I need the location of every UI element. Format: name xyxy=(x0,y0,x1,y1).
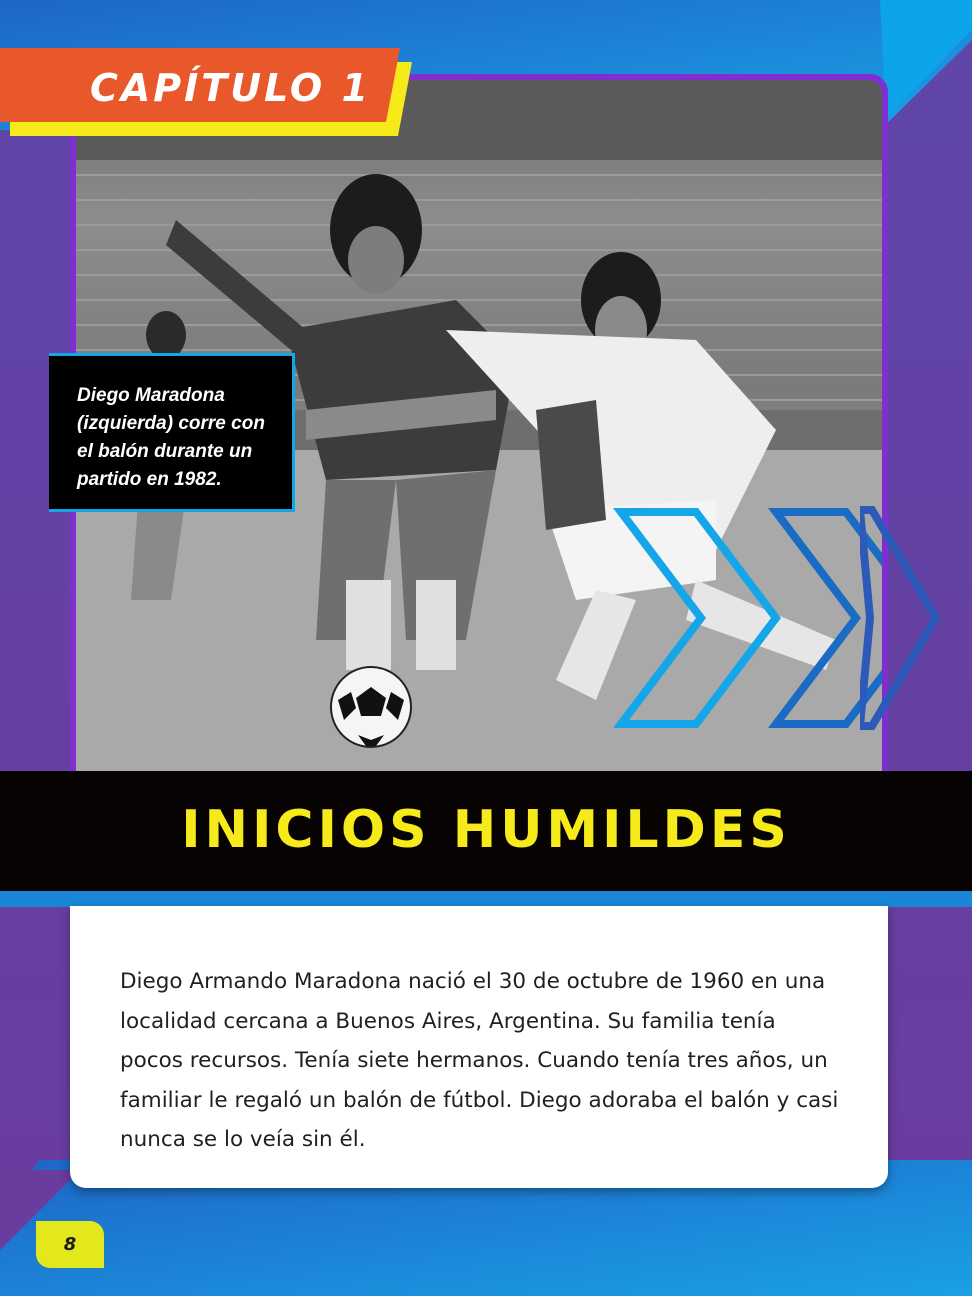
photo-caption: Diego Maradona (izquierda) corre con el balón durante un partido en 1982. xyxy=(77,385,265,490)
section-title: INICIOS HUMILDES xyxy=(181,800,791,860)
photo-caption-box xyxy=(49,353,295,512)
body-paragraph: Diego Armando Maradona nació el 30 de octubre de 1960 en una localidad cercana a Buenos Aires, Argentina. Su familia tenía pocos recursos. Tenía siete hermanos. Cuando tenía tres años, un familiar le regaló un balón de fútbol. Diego adoraba el balón y casi nunca se lo veía sin él. xyxy=(120,969,839,1152)
chapter-label: CAPÍTULO 1 xyxy=(90,66,371,110)
title-band-strip xyxy=(0,891,972,907)
chevron-arrow-icon xyxy=(860,500,950,740)
page-number: 8 xyxy=(63,1234,77,1255)
page-number-badge xyxy=(36,1221,104,1268)
